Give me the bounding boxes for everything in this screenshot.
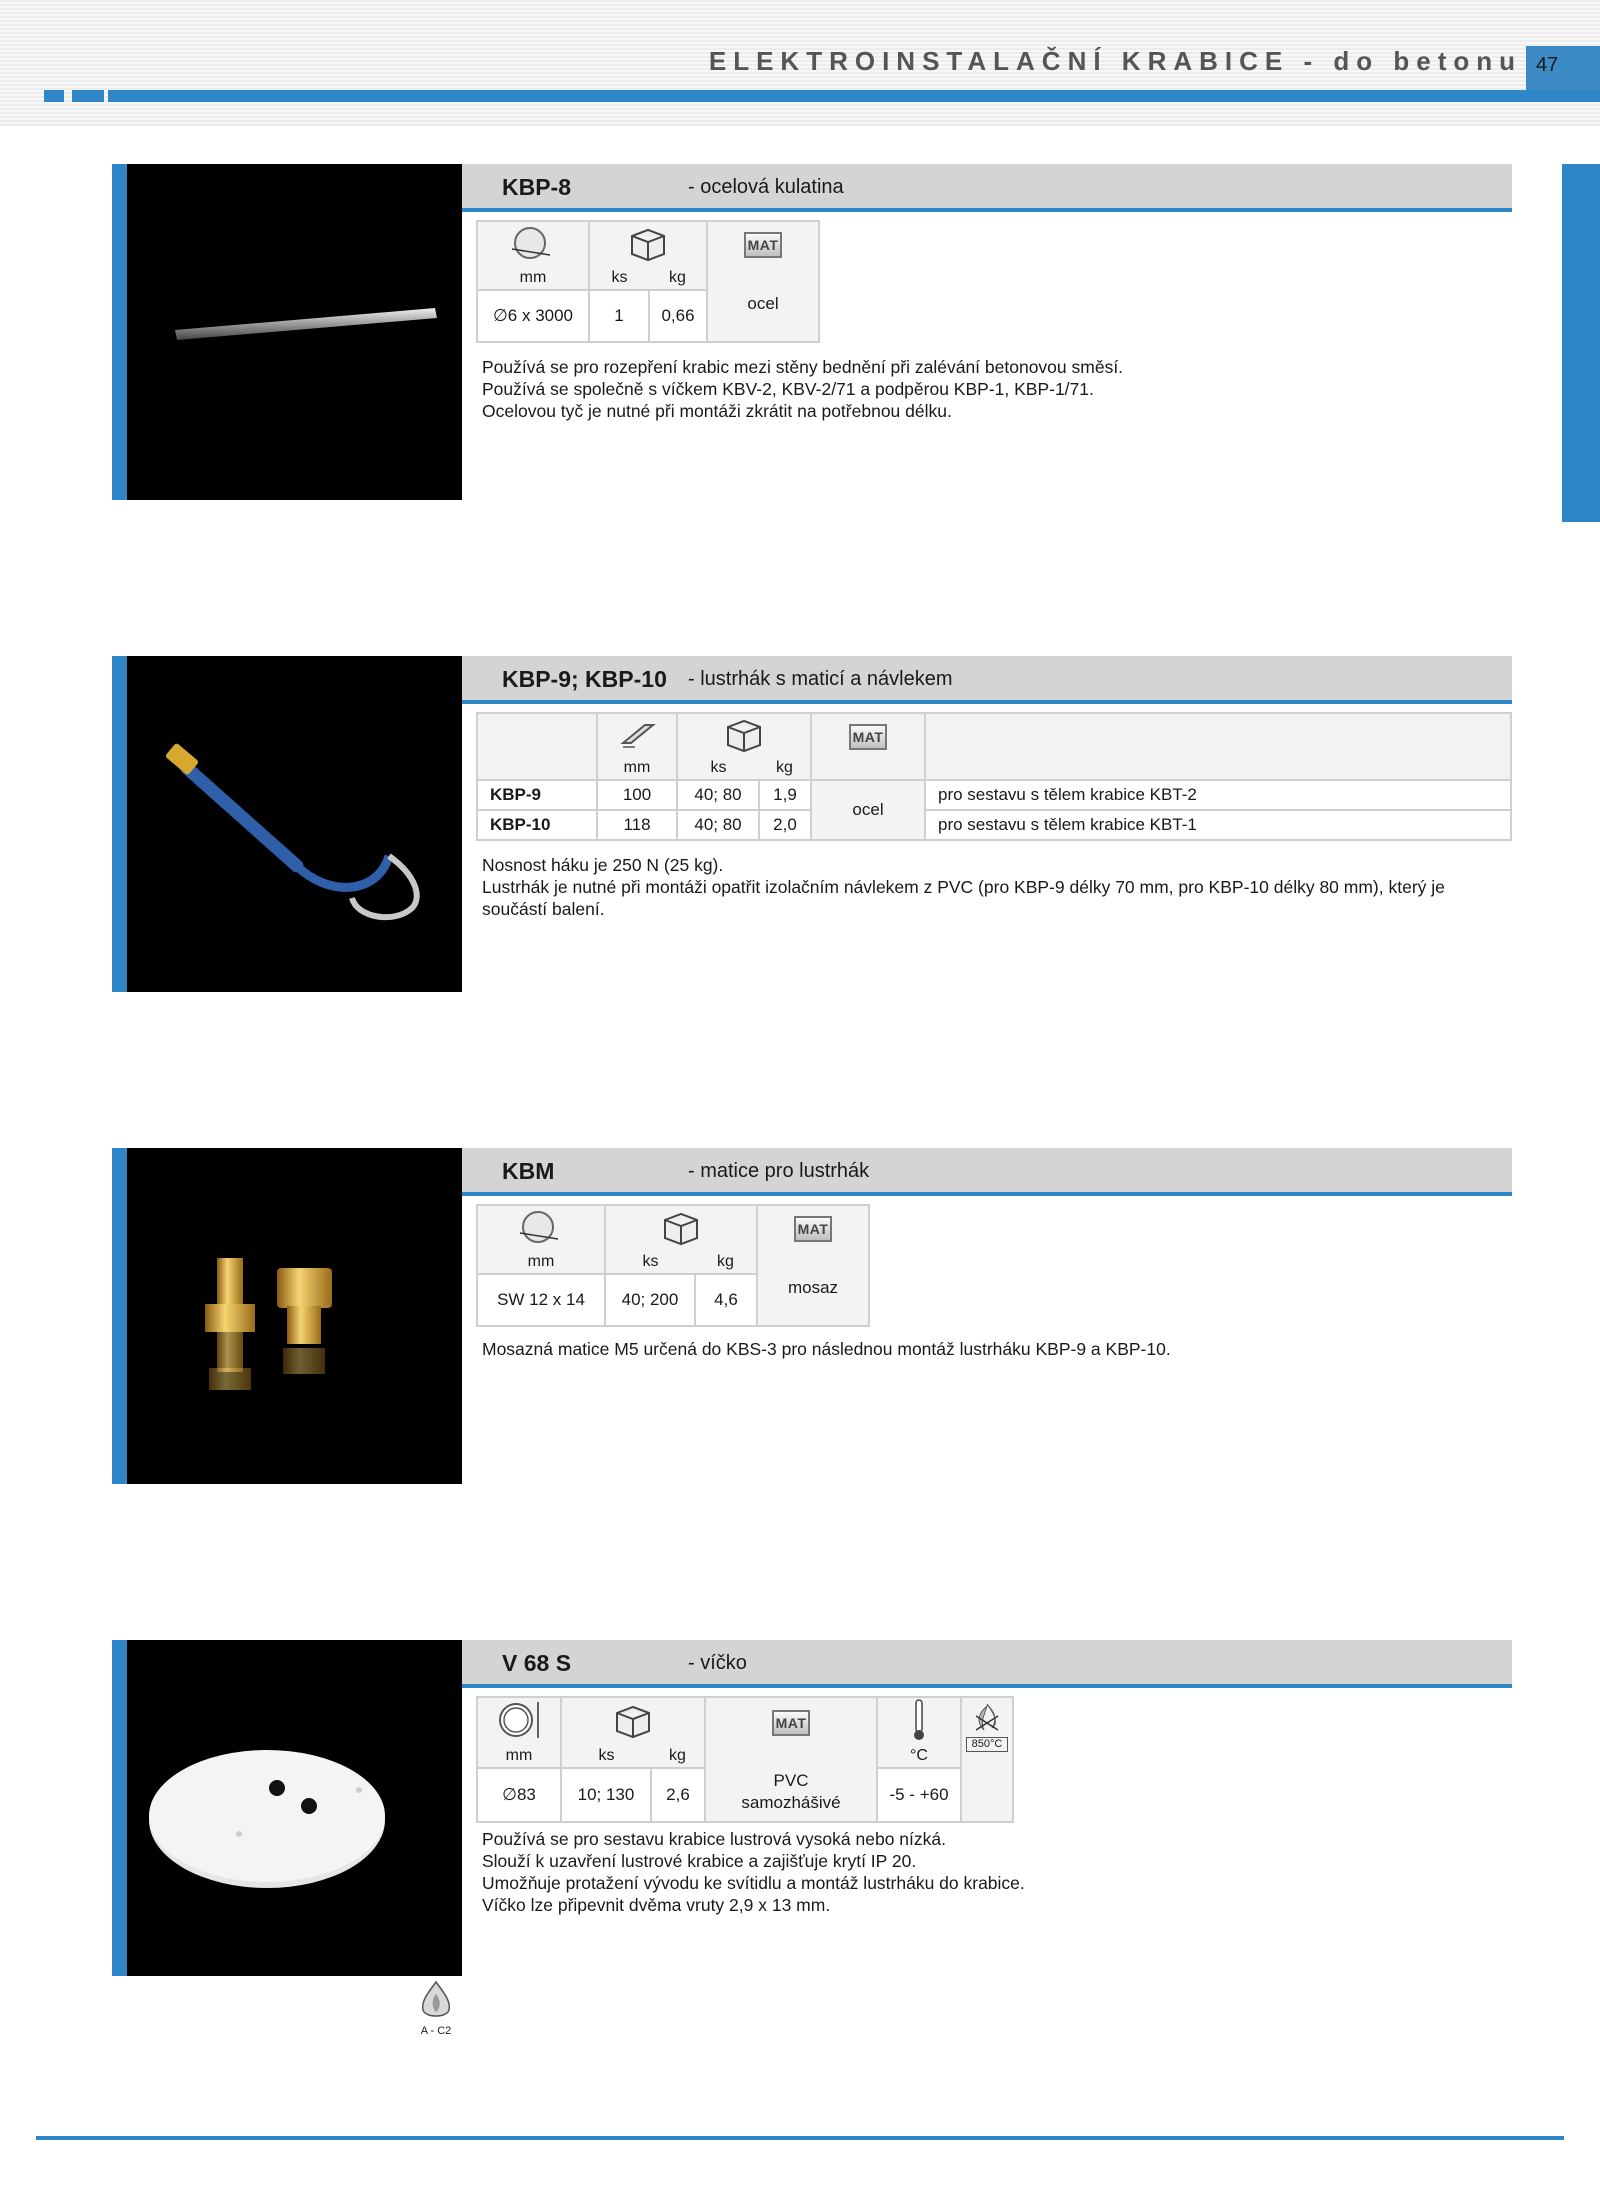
brass-nut-image [127, 1148, 462, 1484]
unit-temp: °C [877, 1747, 961, 1768]
product-photo-kbp8 [112, 164, 462, 500]
fire-class-label: A - C2 [420, 2025, 452, 2037]
glow-wire-temp: 850°C [966, 1737, 1008, 1752]
thermometer-icon [909, 1698, 929, 1742]
value-ks: 40; 80 [677, 780, 759, 810]
product-code: KBP-8 [502, 174, 572, 200]
text-line: Slouží k uzavření lustrové krabice a zajišťuje krytí IP 20. [482, 1851, 917, 1871]
unit-mm: mm [477, 1253, 605, 1274]
value-mm: ∅6 x 3000 [477, 290, 589, 342]
footer-line [36, 2136, 1564, 2140]
product-title-bar [462, 164, 1512, 212]
text-line: Používá se společně s víčkem KBV-2, KBV-2/71 a podpěrou KBP-1, KBP-1/71. [482, 379, 1094, 399]
steel-rod-image [127, 164, 462, 500]
row-name: KBP-9 [477, 780, 597, 810]
value-ks: 10; 130 [561, 1768, 651, 1822]
unit-ks: ks [561, 1747, 651, 1768]
material-line: PVC [773, 1771, 809, 1790]
value-material: mosaz [757, 1274, 869, 1326]
value-mm: 118 [597, 810, 677, 840]
text-line: Umožňuje protažení vývodu ke svítidlu a montáž lustrháku do krabice. [482, 1873, 1025, 1893]
product-code: KBP-9; KBP-10 [502, 666, 667, 692]
row-name: KBP-10 [477, 810, 597, 840]
text-line: Používá se pro sestavu krabice lustrová vysoká nebo nízká. [482, 1829, 946, 1849]
unit-kg: kg [649, 269, 707, 290]
value-material: ocel [811, 780, 925, 840]
text-line: Víčko lze připevnit dvěma vruty 2,9 x 13 mm. [482, 1895, 831, 1915]
unit-kg: kg [695, 1253, 757, 1274]
section-side-tab [1562, 164, 1600, 522]
page-title: ELEKTROINSTALAČNÍ KRABICE - do betonu [708, 46, 1522, 76]
product-text [482, 1828, 1512, 1916]
page-number: 47 [1526, 46, 1600, 90]
value-ks: 1 [589, 290, 649, 342]
product-photo-v68s [112, 1640, 462, 1976]
unit-mm: mm [597, 759, 677, 780]
diameter-icon [494, 1698, 544, 1742]
spec-table [476, 1204, 870, 1327]
text-line: Lustrhák je nutné při montáži opatřit izolačním návlekem z PVC (pro KBP-9 délky 70 mm, pro KBP-10 délky 80 mm), který je součástí balení. [482, 877, 1445, 919]
unit-mm: mm [477, 269, 589, 290]
hook-image [127, 656, 462, 992]
product-title-bar [462, 1148, 1512, 1196]
material-icon: MAT [772, 1710, 810, 1736]
product-description: - matice pro lustrhák [688, 1160, 870, 1182]
value-mm: SW 12 x 14 [477, 1274, 605, 1326]
product-text [482, 356, 1512, 422]
product-text [482, 1338, 1512, 1360]
value-mm: 100 [597, 780, 677, 810]
header-square [44, 90, 64, 102]
text-line: Používá se pro rozepření krabic mezi stěny bednění při zalévání betonovou směsí. [482, 357, 1124, 377]
material-icon: MAT [744, 232, 782, 258]
spec-table [476, 220, 820, 343]
flame-icon [966, 1702, 1008, 1732]
length-icon [617, 717, 657, 751]
product-code: V 68 S [502, 1650, 572, 1676]
diameter-icon [516, 1207, 566, 1247]
product-photo-kbm [112, 1148, 462, 1484]
unit-ks: ks [605, 1253, 695, 1274]
product-title-bar [462, 1640, 1512, 1688]
product-description: - lustrhák s maticí a návlekem [688, 668, 953, 690]
material-icon: MAT [794, 1216, 832, 1242]
value-kg: 2,6 [651, 1768, 705, 1822]
material-icon: MAT [849, 724, 887, 750]
box-package-icon [722, 715, 766, 753]
value-kg: 2,0 [759, 810, 811, 840]
row-note: pro sestavu s tělem krabice KBT-2 [925, 780, 1511, 810]
text-line: Ocelovou tyč je nutné při montáži zkrátit na potřebnou délku. [482, 401, 952, 421]
value-mm: ∅83 [477, 1768, 561, 1822]
value-kg: 1,9 [759, 780, 811, 810]
unit-ks: ks [677, 759, 759, 780]
spec-table [476, 1696, 1014, 1823]
value-material [705, 1768, 877, 1822]
diameter-icon [508, 223, 558, 263]
product-description: - ocelová kulatina [688, 176, 844, 198]
box-package-icon [626, 224, 670, 262]
unit-ks: ks [589, 269, 649, 290]
box-package-icon [611, 1701, 655, 1739]
header-bar [108, 90, 1600, 102]
value-material: ocel [707, 290, 819, 342]
cover-disc-image [127, 1640, 462, 1976]
value-ks: 40; 200 [605, 1274, 695, 1326]
header-square [80, 90, 104, 102]
fire-class-badge [414, 1980, 458, 2037]
unit-mm: mm [477, 1747, 561, 1768]
value-ks: 40; 80 [677, 810, 759, 840]
flame-drop-icon [419, 1980, 453, 2020]
value-kg: 4,6 [695, 1274, 757, 1326]
value-kg: 0,66 [649, 290, 707, 342]
box-package-icon [659, 1208, 703, 1246]
unit-kg: kg [759, 759, 811, 780]
product-code: KBM [502, 1158, 555, 1184]
product-text [482, 854, 1512, 920]
material-line: samozhášivé [741, 1793, 841, 1812]
row-note: pro sestavu s tělem krabice KBT-1 [925, 810, 1511, 840]
value-temp: -5 - +60 [877, 1768, 961, 1822]
unit-kg: kg [651, 1747, 705, 1768]
product-title-bar [462, 656, 1512, 704]
text-line: Mosazná matice M5 určená do KBS-3 pro následnou montáž lustrháku KBP-9 a KBP-10. [482, 1339, 1171, 1359]
text-line: Nosnost háku je 250 N (25 kg). [482, 855, 724, 875]
product-description: - víčko [688, 1652, 747, 1674]
product-photo-kbp9 [112, 656, 462, 992]
spec-table [476, 712, 1512, 841]
